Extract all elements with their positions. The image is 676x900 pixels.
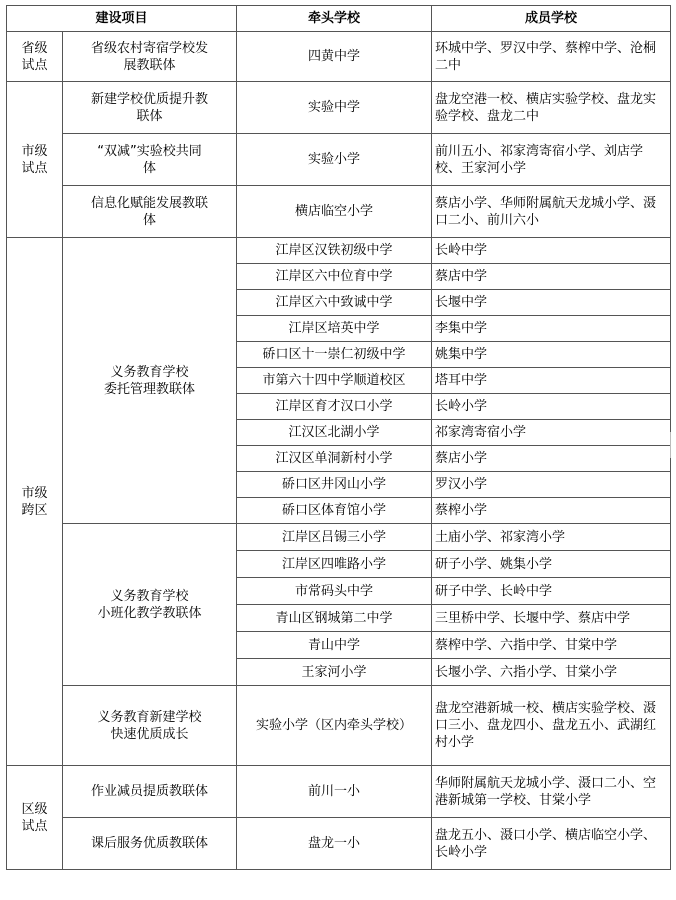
member-schools-cell: 蔡店小学、华师附属航天龙城小学、滠口二小、前川六小 bbox=[432, 186, 671, 238]
member-schools-cell: 华师附属航天龙城小学、滠口二小、空港新城第一学校、甘棠小学 bbox=[432, 766, 671, 818]
table-row bbox=[7, 818, 671, 870]
table-row bbox=[7, 766, 671, 818]
lead-school-cell: 市常码头中学 bbox=[237, 578, 432, 605]
lead-school-cell: 实验小学 bbox=[237, 134, 432, 186]
table-row bbox=[7, 686, 671, 766]
header-row bbox=[7, 6, 671, 32]
table-row bbox=[7, 524, 671, 551]
lead-school-cell: 江岸区四唯路小学 bbox=[237, 551, 432, 578]
lead-school-cell: 市第六十四中学顺道校区 bbox=[237, 368, 432, 394]
lead-school-cell: 江岸区育才汉口小学 bbox=[237, 394, 432, 420]
member-schools-cell: 盘龙五小、滠口小学、横店临空小学、长岭小学 bbox=[432, 818, 671, 870]
category-label: 市级 bbox=[21, 143, 48, 159]
member-schools-cell: 姚集中学 bbox=[432, 342, 671, 368]
lead-school-cell: 江岸区汉铁初级中学 bbox=[237, 238, 432, 264]
project-label: 委托管理教联体 bbox=[104, 381, 196, 397]
category-label: 试点 bbox=[21, 57, 48, 73]
project-label: 展教联体 bbox=[123, 57, 176, 73]
lead-school-cell: 盘龙一小 bbox=[237, 818, 432, 870]
project-label: “双减”实验校共同 bbox=[97, 143, 202, 159]
lead-school-cell: 江汉区北湖小学 bbox=[237, 420, 432, 446]
member-schools-cell: 蔡店小学 bbox=[432, 446, 671, 472]
project-label: 体 bbox=[143, 212, 157, 228]
table-row bbox=[7, 32, 671, 82]
category-cell bbox=[7, 766, 63, 870]
member-schools-cell: 盘龙空港一校、横店实验学校、盘龙实验学校、盘龙二中 bbox=[432, 82, 671, 134]
member-schools-cell: 塔耳中学 bbox=[432, 368, 671, 394]
category-cell bbox=[7, 238, 63, 766]
member-schools-cell: 研子小学、姚集小学 bbox=[432, 551, 671, 578]
category-label: 跨区 bbox=[21, 502, 48, 518]
project-label: 小班化教学教联体 bbox=[97, 605, 202, 621]
member-schools-cell: 三里桥中学、长堰中学、蔡店中学 bbox=[432, 605, 671, 632]
project-label: 义务教育学校 bbox=[110, 364, 189, 380]
member-schools-cell: 长堰小学、六指小学、甘棠小学 bbox=[432, 659, 671, 686]
table-row bbox=[7, 238, 671, 264]
lead-school-cell: 江岸区吕锡三小学 bbox=[237, 524, 432, 551]
lead-school-cell: 王家河小学 bbox=[237, 659, 432, 686]
category-label: 试点 bbox=[21, 818, 48, 834]
project-cell bbox=[63, 766, 237, 818]
lead-school-cell: 硚口区体育馆小学 bbox=[237, 498, 432, 524]
project-label: 联体 bbox=[136, 108, 163, 124]
project-label: 作业减员提质教联体 bbox=[91, 784, 209, 799]
category-label: 试点 bbox=[21, 160, 48, 176]
table-row bbox=[7, 134, 671, 186]
project-cell bbox=[63, 32, 237, 82]
project-cell bbox=[63, 818, 237, 870]
lead-school-cell: 实验小学（区内牵头学校） bbox=[237, 686, 432, 766]
project-label: 课后服务优质教联体 bbox=[91, 836, 209, 851]
member-schools-cell: 长岭小学 bbox=[432, 394, 671, 420]
lead-school-cell: 江岸区六中致诚中学 bbox=[237, 290, 432, 316]
lead-school-cell: 硚口区十一崇仁初级中学 bbox=[237, 342, 432, 368]
project-cell bbox=[63, 186, 237, 238]
project-label: 快速优质成长 bbox=[110, 726, 189, 742]
member-schools-cell: 蔡榨中学、六指中学、甘棠中学 bbox=[432, 632, 671, 659]
category-label: 省级 bbox=[21, 40, 48, 56]
header-member-schools: 成员学校 bbox=[432, 6, 671, 32]
member-schools-cell: 长堰中学 bbox=[432, 290, 671, 316]
lead-school-cell: 江岸区六中位育中学 bbox=[237, 264, 432, 290]
lead-school-cell: 四黄中学 bbox=[237, 32, 432, 82]
member-schools-cell: 盘龙空港新城一校、横店实验学校、滠口三小、盘龙四小、盘龙五小、武湖红村小学 bbox=[432, 686, 671, 766]
project-label: 信息化赋能发展教联 bbox=[91, 195, 209, 211]
header-lead-school: 牵头学校 bbox=[237, 6, 432, 32]
member-schools-cell: 李集中学 bbox=[432, 316, 671, 342]
project-label: 体 bbox=[143, 160, 157, 176]
member-schools-cell: 环城中学、罗汉中学、蔡榨中学、沧桐二中 bbox=[432, 32, 671, 82]
category-label: 区级 bbox=[21, 801, 48, 817]
project-cell bbox=[63, 134, 237, 186]
edge-mark bbox=[670, 432, 674, 458]
member-schools-cell: 蔡榨小学 bbox=[432, 498, 671, 524]
category-label: 市级 bbox=[21, 485, 48, 501]
project-cell bbox=[63, 524, 237, 686]
member-schools-cell: 祁家湾寄宿小学 bbox=[432, 420, 671, 446]
member-schools-cell: 蔡店中学 bbox=[432, 264, 671, 290]
category-cell bbox=[7, 32, 63, 82]
lead-school-cell: 横店临空小学 bbox=[237, 186, 432, 238]
member-schools-cell: 前川五小、祁家湾寄宿小学、刘店学校、王家河小学 bbox=[432, 134, 671, 186]
project-cell bbox=[63, 238, 237, 524]
project-label: 义务教育新建学校 bbox=[97, 709, 202, 725]
project-label: 义务教育学校 bbox=[110, 588, 189, 604]
table-row bbox=[7, 82, 671, 134]
table-row bbox=[7, 186, 671, 238]
member-schools-cell: 研子中学、长岭中学 bbox=[432, 578, 671, 605]
project-cell bbox=[63, 686, 237, 766]
lead-school-cell: 青山中学 bbox=[237, 632, 432, 659]
lead-school-cell: 硚口区井冈山小学 bbox=[237, 472, 432, 498]
member-schools-cell: 长岭中学 bbox=[432, 238, 671, 264]
project-cell bbox=[63, 82, 237, 134]
lead-school-cell: 江岸区培英中学 bbox=[237, 316, 432, 342]
lead-school-cell: 前川一小 bbox=[237, 766, 432, 818]
member-schools-cell: 土庙小学、祁家湾小学 bbox=[432, 524, 671, 551]
lead-school-cell: 江汉区单洞新村小学 bbox=[237, 446, 432, 472]
lead-school-cell: 实验中学 bbox=[237, 82, 432, 134]
project-label: 省级农村寄宿学校发 bbox=[91, 40, 209, 56]
project-table bbox=[6, 5, 671, 870]
member-schools-cell: 罗汉小学 bbox=[432, 472, 671, 498]
lead-school-cell: 青山区钢城第二中学 bbox=[237, 605, 432, 632]
header-project: 建设项目 bbox=[7, 6, 237, 32]
category-cell bbox=[7, 82, 63, 238]
project-label: 新建学校优质提升教 bbox=[91, 91, 209, 107]
